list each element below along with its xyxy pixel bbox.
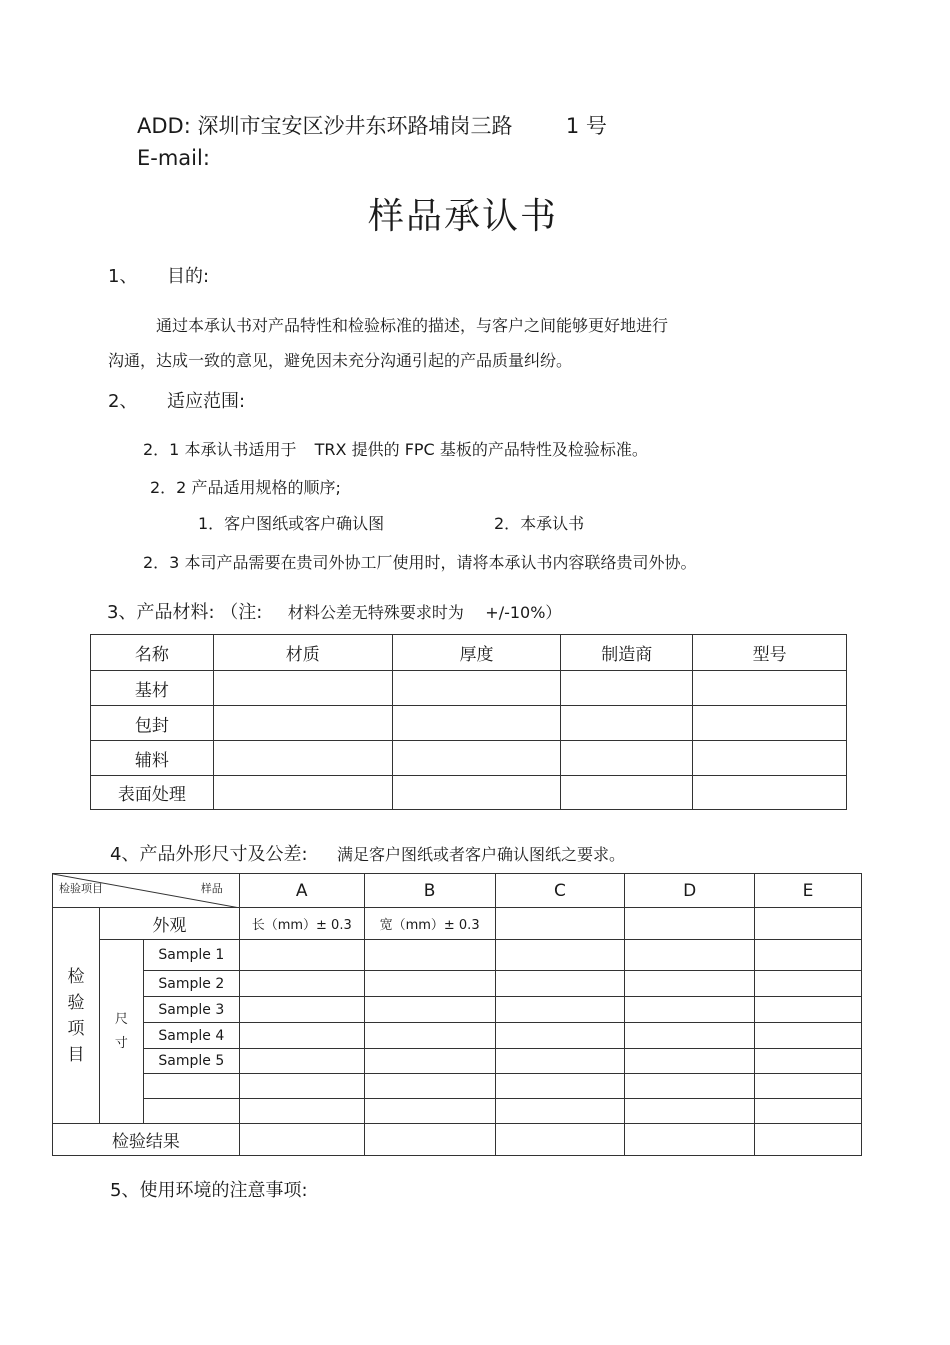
table-cell bbox=[755, 971, 862, 997]
vertical-char: 尺 bbox=[114, 1011, 128, 1027]
sample-label: Sample 1 bbox=[143, 940, 239, 971]
section-4-heading: 4、产品外形尺寸及公差: bbox=[110, 844, 308, 865]
section-2-3: 2．3 本司产品需要在贵司外协工厂使用时，请将本承认书内容联络贵司外协。 bbox=[143, 553, 697, 572]
table-row bbox=[53, 971, 862, 997]
table-cell bbox=[392, 671, 561, 706]
dimension-header-row bbox=[53, 874, 862, 908]
table-cell bbox=[364, 940, 495, 971]
table-cell bbox=[364, 1124, 495, 1156]
inspection-items-label bbox=[53, 908, 100, 1124]
address-text: 深圳市宝安区沙井东环路埔岗三路 bbox=[197, 114, 513, 138]
page-title: 样品承认书 bbox=[367, 196, 558, 237]
order-item-2: 2．本承认书 bbox=[494, 514, 585, 533]
appearance-value-d bbox=[625, 908, 755, 940]
column-header-c: C bbox=[495, 874, 625, 908]
material-name-cell: 基材 bbox=[91, 671, 214, 706]
section-2-2: 2．2 产品适用规格的顺序; bbox=[150, 478, 341, 497]
address-number: 1 号 bbox=[565, 114, 607, 138]
table-cell bbox=[625, 940, 755, 971]
table-cell bbox=[239, 1099, 364, 1124]
table-cell bbox=[364, 997, 495, 1023]
appearance-value-e bbox=[755, 908, 862, 940]
table-row bbox=[53, 1099, 862, 1124]
table-cell bbox=[755, 997, 862, 1023]
table-row bbox=[91, 741, 847, 776]
table-row bbox=[53, 1023, 862, 1049]
table-cell bbox=[693, 776, 847, 810]
table-row bbox=[91, 706, 847, 741]
table-cell bbox=[392, 706, 561, 741]
table-row bbox=[53, 1074, 862, 1099]
table-cell bbox=[239, 997, 364, 1023]
material-name-cell: 包封 bbox=[91, 706, 214, 741]
section-2-1-part-a: 2．1 本承认书适用于 bbox=[143, 440, 297, 459]
table-cell bbox=[239, 940, 364, 971]
table-cell bbox=[213, 776, 392, 810]
table-row bbox=[53, 940, 862, 971]
materials-header-cell: 型号 bbox=[693, 635, 847, 671]
table-cell bbox=[213, 741, 392, 776]
section-1-line-2: 沟通，达成一致的意见，避免因未充分沟通引起的产品质量纠纷。 bbox=[108, 351, 573, 370]
table-cell bbox=[625, 997, 755, 1023]
section-4-text: 满足客户图纸或者客户确认图纸之要求。 bbox=[336, 845, 625, 864]
appearance-label: 外观 bbox=[99, 908, 239, 940]
email-label: E-mail: bbox=[137, 146, 210, 170]
table-cell bbox=[239, 1074, 364, 1099]
table-cell bbox=[755, 1023, 862, 1049]
sample-label bbox=[143, 1099, 239, 1124]
section-5-heading: 5、使用环境的注意事项: bbox=[110, 1180, 308, 1201]
order-item-1: 1．客户图纸或客户确认图 bbox=[198, 514, 385, 533]
table-cell bbox=[495, 1049, 625, 1074]
table-cell bbox=[495, 971, 625, 997]
section-2-1-part-c: 提供的 bbox=[351, 440, 400, 459]
section-3-line bbox=[107, 598, 561, 624]
table-cell bbox=[495, 1124, 625, 1156]
materials-header-cell: 名称 bbox=[91, 635, 214, 671]
section-3-heading: 3、产品材料: bbox=[107, 602, 215, 623]
section-2-heading: 适应范围: bbox=[167, 391, 246, 412]
table-cell bbox=[755, 1074, 862, 1099]
table-cell bbox=[625, 1099, 755, 1124]
section-1-heading: 目的: bbox=[167, 266, 210, 287]
result-label: 检验结果 bbox=[53, 1124, 240, 1156]
section-3-note-text: 材料公差无特殊要求时为 bbox=[287, 603, 464, 622]
table-cell bbox=[625, 971, 755, 997]
result-row bbox=[53, 1124, 862, 1156]
section-2-1-part-b: TRX bbox=[314, 440, 347, 459]
material-name-cell: 辅料 bbox=[91, 741, 214, 776]
table-cell bbox=[239, 1049, 364, 1074]
table-cell bbox=[693, 741, 847, 776]
table-cell bbox=[239, 1023, 364, 1049]
table-cell bbox=[495, 997, 625, 1023]
size-label bbox=[99, 940, 143, 1124]
material-name-cell: 表面处理 bbox=[91, 776, 214, 810]
table-cell bbox=[693, 671, 847, 706]
table-cell bbox=[693, 706, 847, 741]
section-3-note-open: （注: bbox=[220, 602, 263, 623]
table-cell bbox=[495, 940, 625, 971]
table-row bbox=[91, 671, 847, 706]
table-cell bbox=[364, 1074, 495, 1099]
table-cell bbox=[561, 671, 693, 706]
table-row bbox=[53, 1049, 862, 1074]
vertical-char: 检 bbox=[67, 966, 85, 987]
vertical-char: 验 bbox=[67, 992, 85, 1013]
column-header-d: D bbox=[625, 874, 755, 908]
table-cell bbox=[755, 1124, 862, 1156]
table-cell bbox=[625, 1074, 755, 1099]
table-cell bbox=[495, 1074, 625, 1099]
vertical-char: 目 bbox=[67, 1044, 85, 1065]
address-label: ADD: bbox=[137, 114, 191, 138]
appearance-row bbox=[53, 908, 862, 940]
section-1-number: 1、 bbox=[108, 266, 138, 287]
table-cell bbox=[364, 1049, 495, 1074]
table-cell bbox=[495, 1023, 625, 1049]
section-2-1 bbox=[143, 437, 648, 460]
column-header-b: B bbox=[364, 874, 495, 908]
table-cell bbox=[392, 776, 561, 810]
table-cell bbox=[213, 671, 392, 706]
table-cell bbox=[625, 1124, 755, 1156]
corner-header-cell bbox=[53, 874, 240, 908]
table-row bbox=[53, 997, 862, 1023]
section-1-line-1: 通过本承认书对产品特性和检验标准的描述，与客户之间能够更好地进行 bbox=[156, 316, 669, 335]
table-cell bbox=[561, 706, 693, 741]
appearance-value-c bbox=[495, 908, 625, 940]
table-cell bbox=[213, 706, 392, 741]
materials-header-row bbox=[91, 635, 847, 671]
dimension-table bbox=[52, 873, 862, 1156]
materials-table bbox=[90, 634, 847, 810]
materials-header-cell: 制造商 bbox=[561, 635, 693, 671]
table-cell bbox=[239, 1124, 364, 1156]
section-2-number: 2、 bbox=[108, 391, 138, 412]
column-header-a: A bbox=[239, 874, 364, 908]
materials-header-cell: 材质 bbox=[213, 635, 392, 671]
section-3-note-value: +/-10%） bbox=[485, 603, 562, 622]
table-cell bbox=[364, 971, 495, 997]
vertical-char: 项 bbox=[67, 1018, 85, 1039]
sample-label: Sample 4 bbox=[143, 1023, 239, 1049]
table-cell bbox=[239, 971, 364, 997]
table-cell bbox=[495, 1099, 625, 1124]
table-cell bbox=[755, 1099, 862, 1124]
vertical-char: 寸 bbox=[114, 1035, 128, 1051]
appearance-value-a: 长（mm）± 0.3 bbox=[239, 908, 364, 940]
table-cell bbox=[625, 1023, 755, 1049]
column-header-e: E bbox=[755, 874, 862, 908]
sample-label: Sample 3 bbox=[143, 997, 239, 1023]
table-cell bbox=[561, 741, 693, 776]
table-cell bbox=[364, 1099, 495, 1124]
sample-label: Sample 5 bbox=[143, 1049, 239, 1074]
sample-label: Sample 2 bbox=[143, 971, 239, 997]
address-line bbox=[137, 110, 607, 140]
table-cell bbox=[755, 940, 862, 971]
table-cell bbox=[392, 741, 561, 776]
table-cell bbox=[364, 1023, 495, 1049]
table-cell bbox=[755, 1049, 862, 1074]
section-4-line bbox=[110, 840, 625, 866]
appearance-value-b: 宽（mm）± 0.3 bbox=[364, 908, 495, 940]
table-cell bbox=[625, 1049, 755, 1074]
table-cell bbox=[561, 776, 693, 810]
section-2-1-part-d: FPC 基板的产品特性及检验标准。 bbox=[404, 440, 648, 459]
materials-header-cell: 厚度 bbox=[392, 635, 561, 671]
corner-left-label: 检验项目 bbox=[59, 882, 103, 895]
table-row bbox=[91, 776, 847, 810]
corner-right-label: 样品 bbox=[200, 882, 223, 895]
sample-label bbox=[143, 1074, 239, 1099]
